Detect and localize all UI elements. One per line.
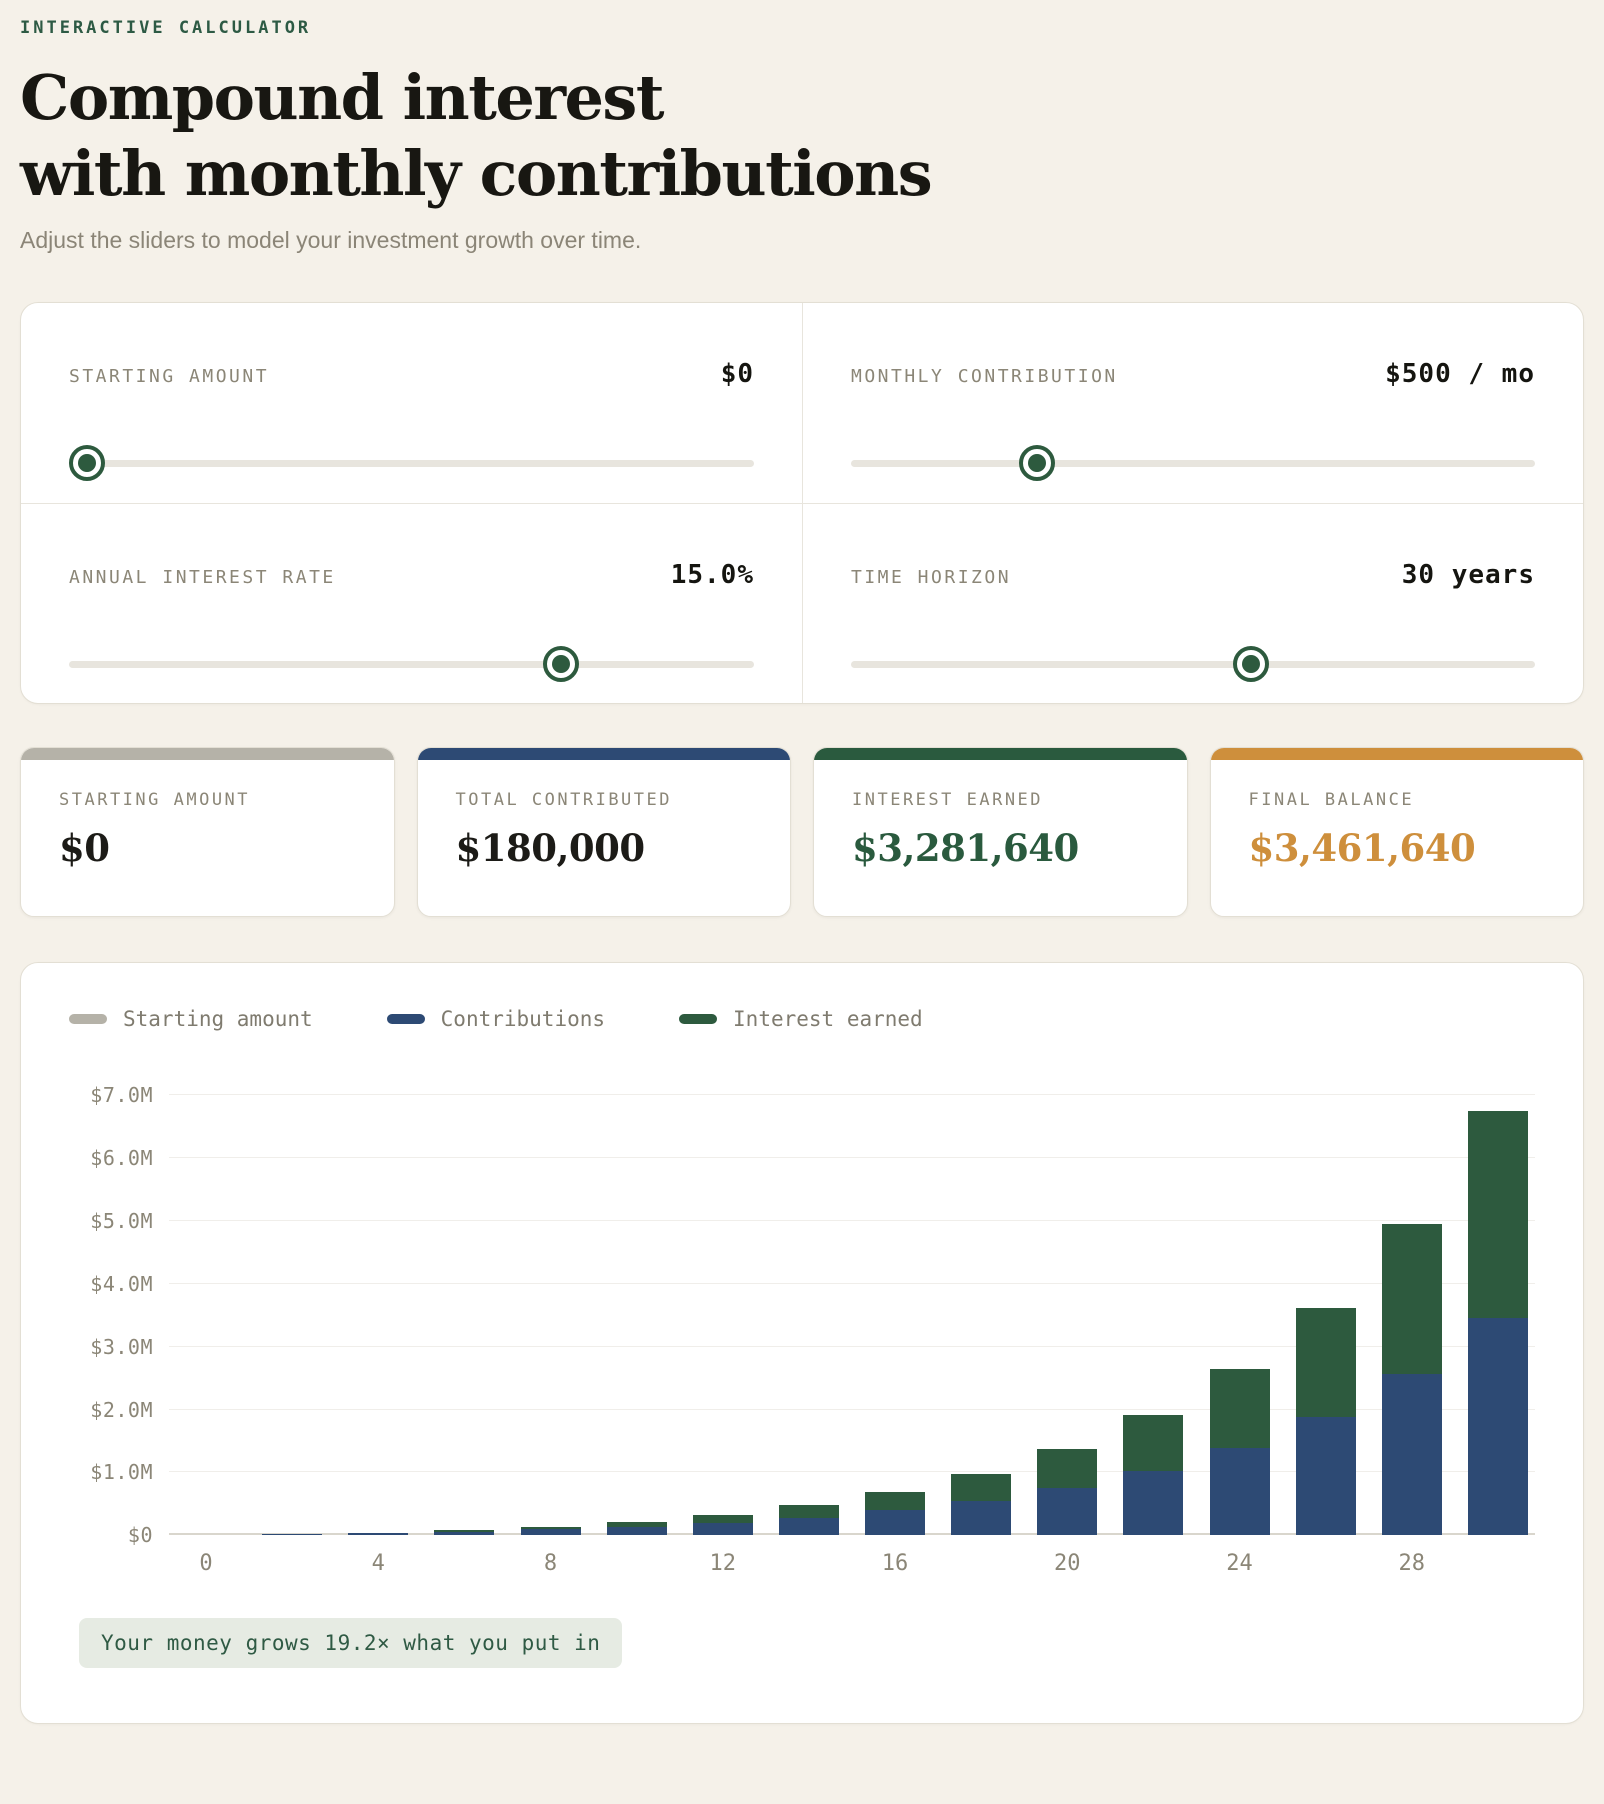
stat-label: STARTING AMOUNT xyxy=(59,790,251,811)
stat-card-starting-amount xyxy=(20,747,395,917)
interest-rate-label: ANNUAL INTEREST RATE xyxy=(69,567,336,589)
x-axis-tick-label xyxy=(607,1551,667,1576)
slider-cell-starting-amount xyxy=(21,303,802,503)
bar-segment-contributions xyxy=(607,1527,667,1536)
stat-value: $180,000 xyxy=(455,826,645,871)
stat-label: FINAL BALANCE xyxy=(1248,790,1415,811)
x-axis-tick-label: 8 xyxy=(543,1551,558,1577)
stat-accent-bar xyxy=(814,748,1187,760)
bar-year-6[interactable] xyxy=(434,1530,494,1535)
bar-segment-contributions xyxy=(693,1523,753,1536)
bar-segment-contributions xyxy=(779,1518,839,1536)
bar-segment-contributions xyxy=(1123,1471,1183,1535)
bar-year-26[interactable] xyxy=(1296,1308,1356,1536)
bar-segment-interest-earned xyxy=(951,1474,1011,1501)
interest-rate-value: 15.0% xyxy=(670,560,754,591)
bar-segment-interest-earned xyxy=(1382,1224,1442,1374)
bar-year-18[interactable] xyxy=(951,1474,1011,1536)
bar-segment-interest-earned xyxy=(1210,1369,1270,1447)
x-axis-tick-label xyxy=(1296,1551,1356,1576)
stat-accent-bar xyxy=(1211,748,1584,760)
bar-segment-contributions xyxy=(1468,1318,1528,1536)
bar-segment-contributions xyxy=(348,1533,408,1535)
x-axis-tick-label: 20 xyxy=(1054,1551,1081,1577)
bar-segment-interest-earned xyxy=(1123,1415,1183,1471)
chart-y-axis xyxy=(69,1083,169,1548)
stat-value: $0 xyxy=(59,826,110,871)
bar-segment-interest-earned xyxy=(1037,1449,1097,1489)
chart-area xyxy=(69,1083,1535,1548)
stat-value: $3,281,640 xyxy=(852,826,1079,871)
y-axis-tick-label: $2.0M xyxy=(90,1397,153,1422)
bar-segment-contributions xyxy=(1210,1448,1270,1535)
page-subtitle: Adjust the sliders to model your investment growth over time. xyxy=(20,227,642,254)
bar-year-4[interactable] xyxy=(348,1533,408,1536)
starting-amount-label: STARTING AMOUNT xyxy=(69,366,270,388)
bar-segment-interest-earned xyxy=(865,1492,925,1511)
x-axis-tick-label: 16 xyxy=(881,1551,909,1577)
slider-cell-time-horizon xyxy=(802,503,1583,703)
y-axis-tick-label: $7.0M xyxy=(90,1083,153,1108)
x-axis-tick-label: 12 xyxy=(709,1551,736,1577)
bar-segment-contributions xyxy=(262,1534,322,1535)
bar-year-2[interactable] xyxy=(262,1534,322,1535)
chart-x-axis xyxy=(169,1551,1535,1576)
bar-year-16[interactable] xyxy=(865,1492,925,1536)
slider-panel xyxy=(20,302,1584,704)
growth-chart-card xyxy=(20,962,1584,1724)
x-axis-tick-label: 24 xyxy=(1226,1551,1253,1577)
x-axis-tick-label xyxy=(1123,1551,1183,1576)
y-axis-tick-label: $5.0M xyxy=(90,1208,153,1233)
y-axis-tick-label: $6.0M xyxy=(90,1146,153,1171)
interest-rate-slider-thumb[interactable] xyxy=(543,646,579,682)
stat-accent-bar xyxy=(21,748,394,760)
stat-accent-bar xyxy=(418,748,791,760)
slider-cell-interest-rate xyxy=(21,503,802,703)
bar-segment-contributions xyxy=(1382,1374,1442,1535)
bar-segment-contributions xyxy=(1037,1488,1097,1535)
time-horizon-value: 30 years xyxy=(1401,560,1535,591)
y-axis-tick-label: $3.0M xyxy=(90,1334,153,1359)
stat-card-interest-earned xyxy=(813,747,1188,917)
time-horizon-slider-thumb[interactable] xyxy=(1233,646,1269,682)
bar-segment-interest-earned xyxy=(1296,1308,1356,1417)
monthly-contribution-value: $500 / mo xyxy=(1385,359,1535,390)
bar-segment-contributions xyxy=(1296,1417,1356,1536)
page-title-line1: Compound interest xyxy=(20,61,663,134)
x-axis-tick-label xyxy=(262,1551,322,1576)
bar-year-24[interactable] xyxy=(1210,1369,1270,1535)
bar-year-30[interactable] xyxy=(1468,1111,1528,1535)
y-axis-tick-label: $0 xyxy=(127,1523,153,1548)
x-axis-tick-label xyxy=(779,1551,839,1576)
bar-year-10[interactable] xyxy=(607,1522,667,1536)
bar-segment-contributions xyxy=(434,1532,494,1536)
legend-swatch-contributions xyxy=(387,1014,425,1024)
bar-segment-contributions xyxy=(951,1501,1011,1535)
growth-multiple-badge: Your money grows 19.2× what you put in xyxy=(79,1618,622,1668)
bar-year-22[interactable] xyxy=(1123,1415,1183,1535)
monthly-contribution-label: MONTHLY CONTRIBUTION xyxy=(851,366,1118,388)
stat-card-total-contributed xyxy=(417,747,792,917)
y-axis-tick-label: $4.0M xyxy=(90,1271,153,1296)
page-title xyxy=(20,60,1584,211)
legend-item-starting-amount[interactable] xyxy=(69,1007,313,1031)
bar-segment-interest-earned xyxy=(779,1505,839,1517)
stat-label: INTEREST EARNED xyxy=(852,790,1044,811)
x-axis-tick-label xyxy=(434,1551,494,1576)
monthly-contribution-slider-thumb[interactable] xyxy=(1019,445,1055,481)
stats-row xyxy=(20,747,1584,917)
page-title-line2: with monthly contributions xyxy=(20,136,932,210)
bar-segment-contributions xyxy=(865,1510,925,1535)
bar-year-8[interactable] xyxy=(521,1527,581,1536)
bar-year-14[interactable] xyxy=(779,1505,839,1535)
legend-swatch-interest-earned xyxy=(679,1014,717,1024)
starting-amount-value: $0 xyxy=(720,359,754,390)
legend-label: Starting amount xyxy=(123,1007,313,1032)
x-axis-tick-label: 28 xyxy=(1398,1551,1425,1577)
legend-label: Contributions xyxy=(440,1007,606,1032)
bar-segment-contributions xyxy=(521,1529,581,1535)
chart-bars xyxy=(169,1095,1535,1535)
time-horizon-label: TIME HORIZON xyxy=(851,567,1012,589)
bar-segment-interest-earned xyxy=(693,1515,753,1523)
x-axis-tick-label xyxy=(951,1551,1011,1576)
stat-card-final-balance xyxy=(1210,747,1585,917)
x-axis-tick-label: 4 xyxy=(371,1551,385,1577)
legend-swatch-starting-amount xyxy=(69,1014,107,1024)
stat-label: TOTAL CONTRIBUTED xyxy=(455,790,672,811)
stat-value: $3,461,640 xyxy=(1248,826,1476,871)
legend-label: Interest earned xyxy=(733,1007,923,1032)
eyebrow-label: INTERACTIVE CALCULATOR xyxy=(20,18,312,38)
starting-amount-slider-thumb[interactable] xyxy=(69,445,105,481)
x-axis-tick-label: 0 xyxy=(199,1551,213,1577)
x-axis-tick-label xyxy=(1468,1551,1528,1576)
chart-legend xyxy=(69,1007,1535,1031)
bar-segment-interest-earned xyxy=(1468,1111,1528,1317)
bar-year-12[interactable] xyxy=(693,1515,753,1536)
slider-cell-monthly-contribution xyxy=(802,303,1583,503)
bar-year-28[interactable] xyxy=(1382,1224,1442,1535)
chart-plot xyxy=(169,1095,1535,1535)
legend-item-contributions[interactable] xyxy=(387,1007,605,1031)
bar-year-20[interactable] xyxy=(1037,1449,1097,1536)
legend-item-interest-earned[interactable] xyxy=(679,1007,923,1031)
y-axis-tick-label: $1.0M xyxy=(90,1460,153,1485)
